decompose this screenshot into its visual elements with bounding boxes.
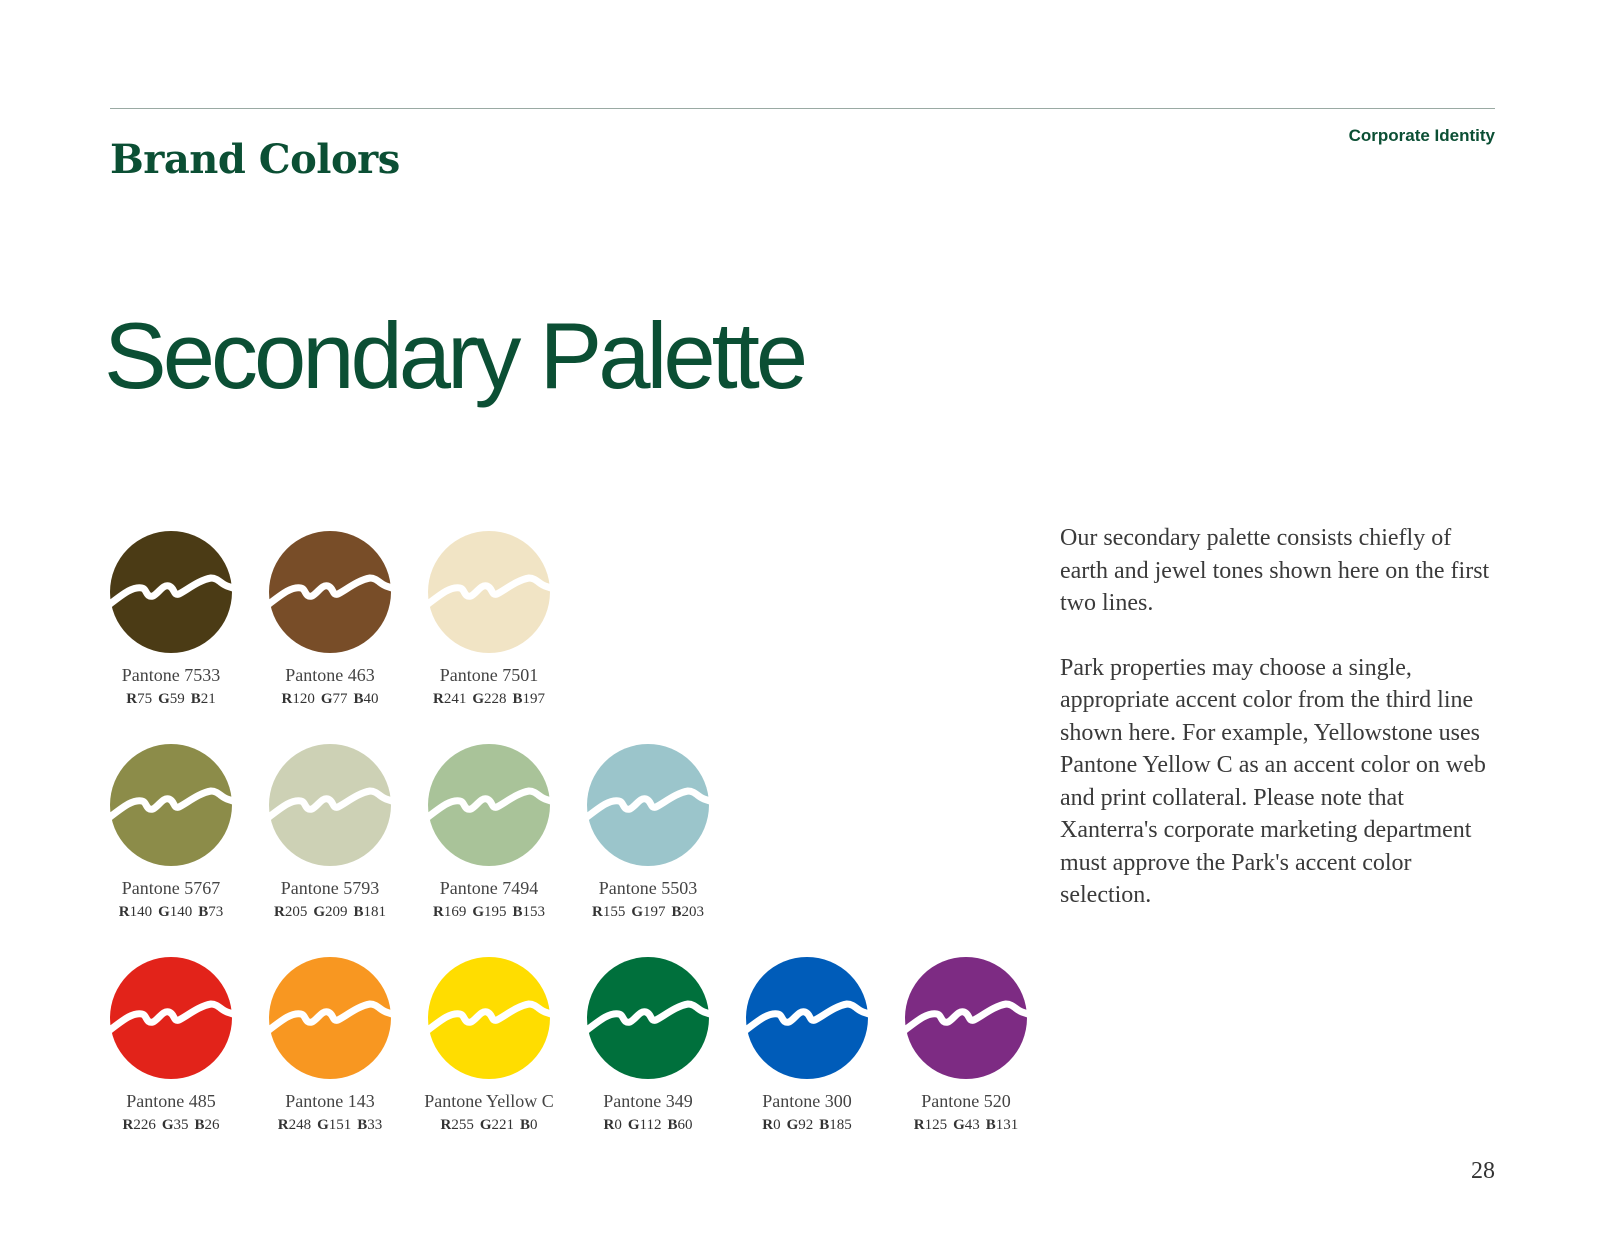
description-paragraph-2: Park properties may choose a single, appropriate accent color from the third line shown here. For example, Yellowstone uses Pantone Yellow C as an accent color on web and print collateral. Please note that Xanterra's corporate marketing department must approve the Park's accent color selection. (1060, 654, 1486, 908)
swatch-rgb (568, 1115, 728, 1135)
swatch-rgb (409, 689, 569, 709)
rgb-channel-value: 241 (443, 691, 467, 707)
page-number: 28 (1471, 1158, 1495, 1184)
rgb-channel-label: R (603, 1117, 615, 1133)
color-swatch (568, 956, 728, 1135)
rgb-channel-label: B (667, 1117, 678, 1133)
color-swatch (91, 956, 251, 1135)
rgb-channel-label: R (762, 1117, 774, 1133)
rgb-channel-value: 59 (169, 691, 185, 707)
swatch-name: Pantone 5793 (280, 878, 380, 898)
mountain-logo-icon (427, 743, 551, 867)
rgb-channel-label: G (313, 904, 325, 920)
swatch-rgb (250, 902, 410, 922)
rgb-channel-label: G (627, 1117, 640, 1133)
rgb-channel-value: 248 (288, 1117, 312, 1133)
rgb-channel-value: 125 (924, 1117, 948, 1133)
rgb-channel-value: 0 (530, 1117, 538, 1133)
mountain-logo-icon (904, 956, 1028, 1080)
rgb-channel-value: 40 (363, 691, 379, 707)
rgb-channel-label: G (479, 1117, 492, 1133)
swatch-rgb (91, 689, 251, 709)
rgb-channel-label: B (194, 1117, 205, 1133)
swatch-rgb (91, 902, 251, 922)
rgb-channel-label: G (320, 691, 333, 707)
swatch-name: Pantone 143 (285, 1091, 375, 1111)
swatch-name: Pantone 300 (762, 1091, 852, 1111)
rgb-channel-label: R (126, 691, 138, 707)
swatch-rgb (886, 1115, 1046, 1135)
rgb-channel-label: R (277, 1117, 289, 1133)
rgb-channel-value: 131 (995, 1117, 1019, 1133)
rgb-channel-value: 197 (522, 691, 546, 707)
swatch-name: Pantone 7533 (121, 665, 221, 685)
rgb-channel-label: B (353, 691, 364, 707)
color-swatch (91, 530, 251, 709)
rgb-channel-label: R (440, 1117, 452, 1133)
section-title: Brand Colors (110, 136, 400, 183)
mountain-logo-icon (586, 743, 710, 867)
header-rule (110, 108, 1495, 109)
rgb-channel-value: 140 (169, 904, 193, 920)
rgb-channel-label: R (122, 1117, 134, 1133)
rgb-channel-label: B (512, 691, 523, 707)
rgb-channel-value: 43 (964, 1117, 980, 1133)
swatch-rgb (250, 1115, 410, 1135)
rgb-channel-label: R (273, 904, 285, 920)
rgb-channel-label: G (158, 904, 170, 920)
rgb-channel-label: B (357, 1117, 368, 1133)
mountain-logo-icon (268, 743, 392, 867)
rgb-channel-value: 153 (522, 904, 546, 920)
swatch-name: Pantone 485 (126, 1091, 216, 1111)
color-swatch (91, 743, 251, 922)
rgb-channel-label: B (985, 1117, 996, 1133)
color-swatch (250, 743, 410, 922)
rgb-channel-label: G (158, 691, 170, 707)
rgb-channel-value: 60 (677, 1117, 693, 1133)
rgb-channel-label: G (953, 1117, 965, 1133)
rgb-channel-value: 112 (639, 1117, 662, 1133)
color-swatch (568, 743, 728, 922)
color-swatch (250, 956, 410, 1135)
header-label: Corporate Identity (1348, 126, 1495, 145)
rgb-channel-label: R (118, 904, 130, 920)
rgb-channel-value: 226 (133, 1117, 156, 1133)
rgb-channel-value: 33 (367, 1117, 383, 1133)
swatch-rgb (568, 902, 728, 922)
rgb-channel-value: 75 (137, 691, 153, 707)
rgb-channel-value: 140 (129, 904, 153, 920)
mountain-logo-icon (268, 956, 392, 1080)
rgb-channel-label: B (190, 691, 201, 707)
mountain-logo-icon (109, 743, 233, 867)
swatch-name: Pantone 349 (603, 1091, 693, 1111)
rgb-channel-value: 155 (602, 904, 626, 920)
rgb-channel-value: 205 (284, 904, 308, 920)
rgb-channel-value: 120 (292, 691, 315, 707)
rgb-channel-value: 73 (208, 904, 224, 920)
mountain-logo-icon (427, 530, 551, 654)
mountain-logo-icon (427, 956, 551, 1080)
rgb-channel-label: R (281, 691, 293, 707)
color-swatch (409, 530, 569, 709)
rgb-channel-label: B (512, 904, 523, 920)
rgb-channel-value: 195 (484, 904, 507, 920)
mountain-logo-icon (109, 956, 233, 1080)
swatch-name: Pantone 463 (285, 665, 375, 685)
mountain-logo-icon (745, 956, 869, 1080)
rgb-channel-value: 35 (173, 1117, 189, 1133)
rgb-channel-value: 221 (491, 1117, 514, 1133)
swatch-rgb (727, 1115, 887, 1135)
rgb-channel-value: 181 (363, 904, 387, 920)
rgb-channel-label: G (472, 691, 484, 707)
rgb-channel-value: 0 (614, 1117, 622, 1133)
mountain-logo-icon (268, 530, 392, 654)
page-title: Secondary Palette (104, 303, 805, 408)
description (1060, 522, 1500, 944)
rgb-channel-label: R (913, 1117, 925, 1133)
rgb-channel-label: R (591, 904, 603, 920)
rgb-channel-label: B (520, 1117, 531, 1133)
rgb-channel-label: G (317, 1117, 329, 1133)
rgb-channel-value: 255 (451, 1117, 474, 1133)
color-swatch (727, 956, 887, 1135)
color-swatch (886, 956, 1046, 1135)
swatch-rgb (409, 1115, 569, 1135)
swatch-rgb (409, 902, 569, 922)
rgb-channel-value: 151 (328, 1117, 352, 1133)
rgb-channel-value: 77 (332, 691, 348, 707)
rgb-channel-label: G (786, 1117, 799, 1133)
rgb-channel-value: 203 (681, 904, 705, 920)
rgb-channel-label: R (432, 691, 444, 707)
swatch-name: Pantone 7501 (439, 665, 539, 685)
rgb-channel-value: 21 (200, 691, 216, 707)
rgb-channel-label: B (671, 904, 682, 920)
mountain-logo-icon (586, 956, 710, 1080)
rgb-channel-value: 197 (643, 904, 666, 920)
color-swatch (250, 530, 410, 709)
swatch-name: Pantone 5503 (598, 878, 698, 898)
rgb-channel-label: B (353, 904, 364, 920)
swatch-rgb (91, 1115, 251, 1135)
rgb-channel-label: R (432, 904, 444, 920)
mountain-logo-icon (109, 530, 233, 654)
rgb-channel-value: 0 (773, 1117, 781, 1133)
rgb-channel-label: G (472, 904, 484, 920)
swatch-name: Pantone 7494 (439, 878, 539, 898)
rgb-channel-label: G (631, 904, 643, 920)
swatch-rgb (250, 689, 410, 709)
swatch-name: Pantone 5767 (121, 878, 221, 898)
color-swatch (409, 743, 569, 922)
rgb-channel-label: B (819, 1117, 830, 1133)
rgb-channel-value: 169 (443, 904, 467, 920)
color-swatch (409, 956, 569, 1135)
rgb-channel-label: G (161, 1117, 174, 1133)
rgb-channel-value: 92 (798, 1117, 814, 1133)
rgb-channel-value: 209 (325, 904, 348, 920)
rgb-channel-value: 185 (829, 1117, 852, 1133)
description-paragraph-1: Our secondary palette consists chiefly of earth and jewel tones shown here on the first two lines. (1060, 525, 1490, 616)
swatch-name: Pantone 520 (921, 1091, 1011, 1111)
rgb-channel-value: 228 (484, 691, 507, 707)
rgb-channel-label: B (198, 904, 209, 920)
rgb-channel-value: 26 (204, 1117, 220, 1133)
swatch-name: Pantone Yellow C (424, 1091, 554, 1111)
